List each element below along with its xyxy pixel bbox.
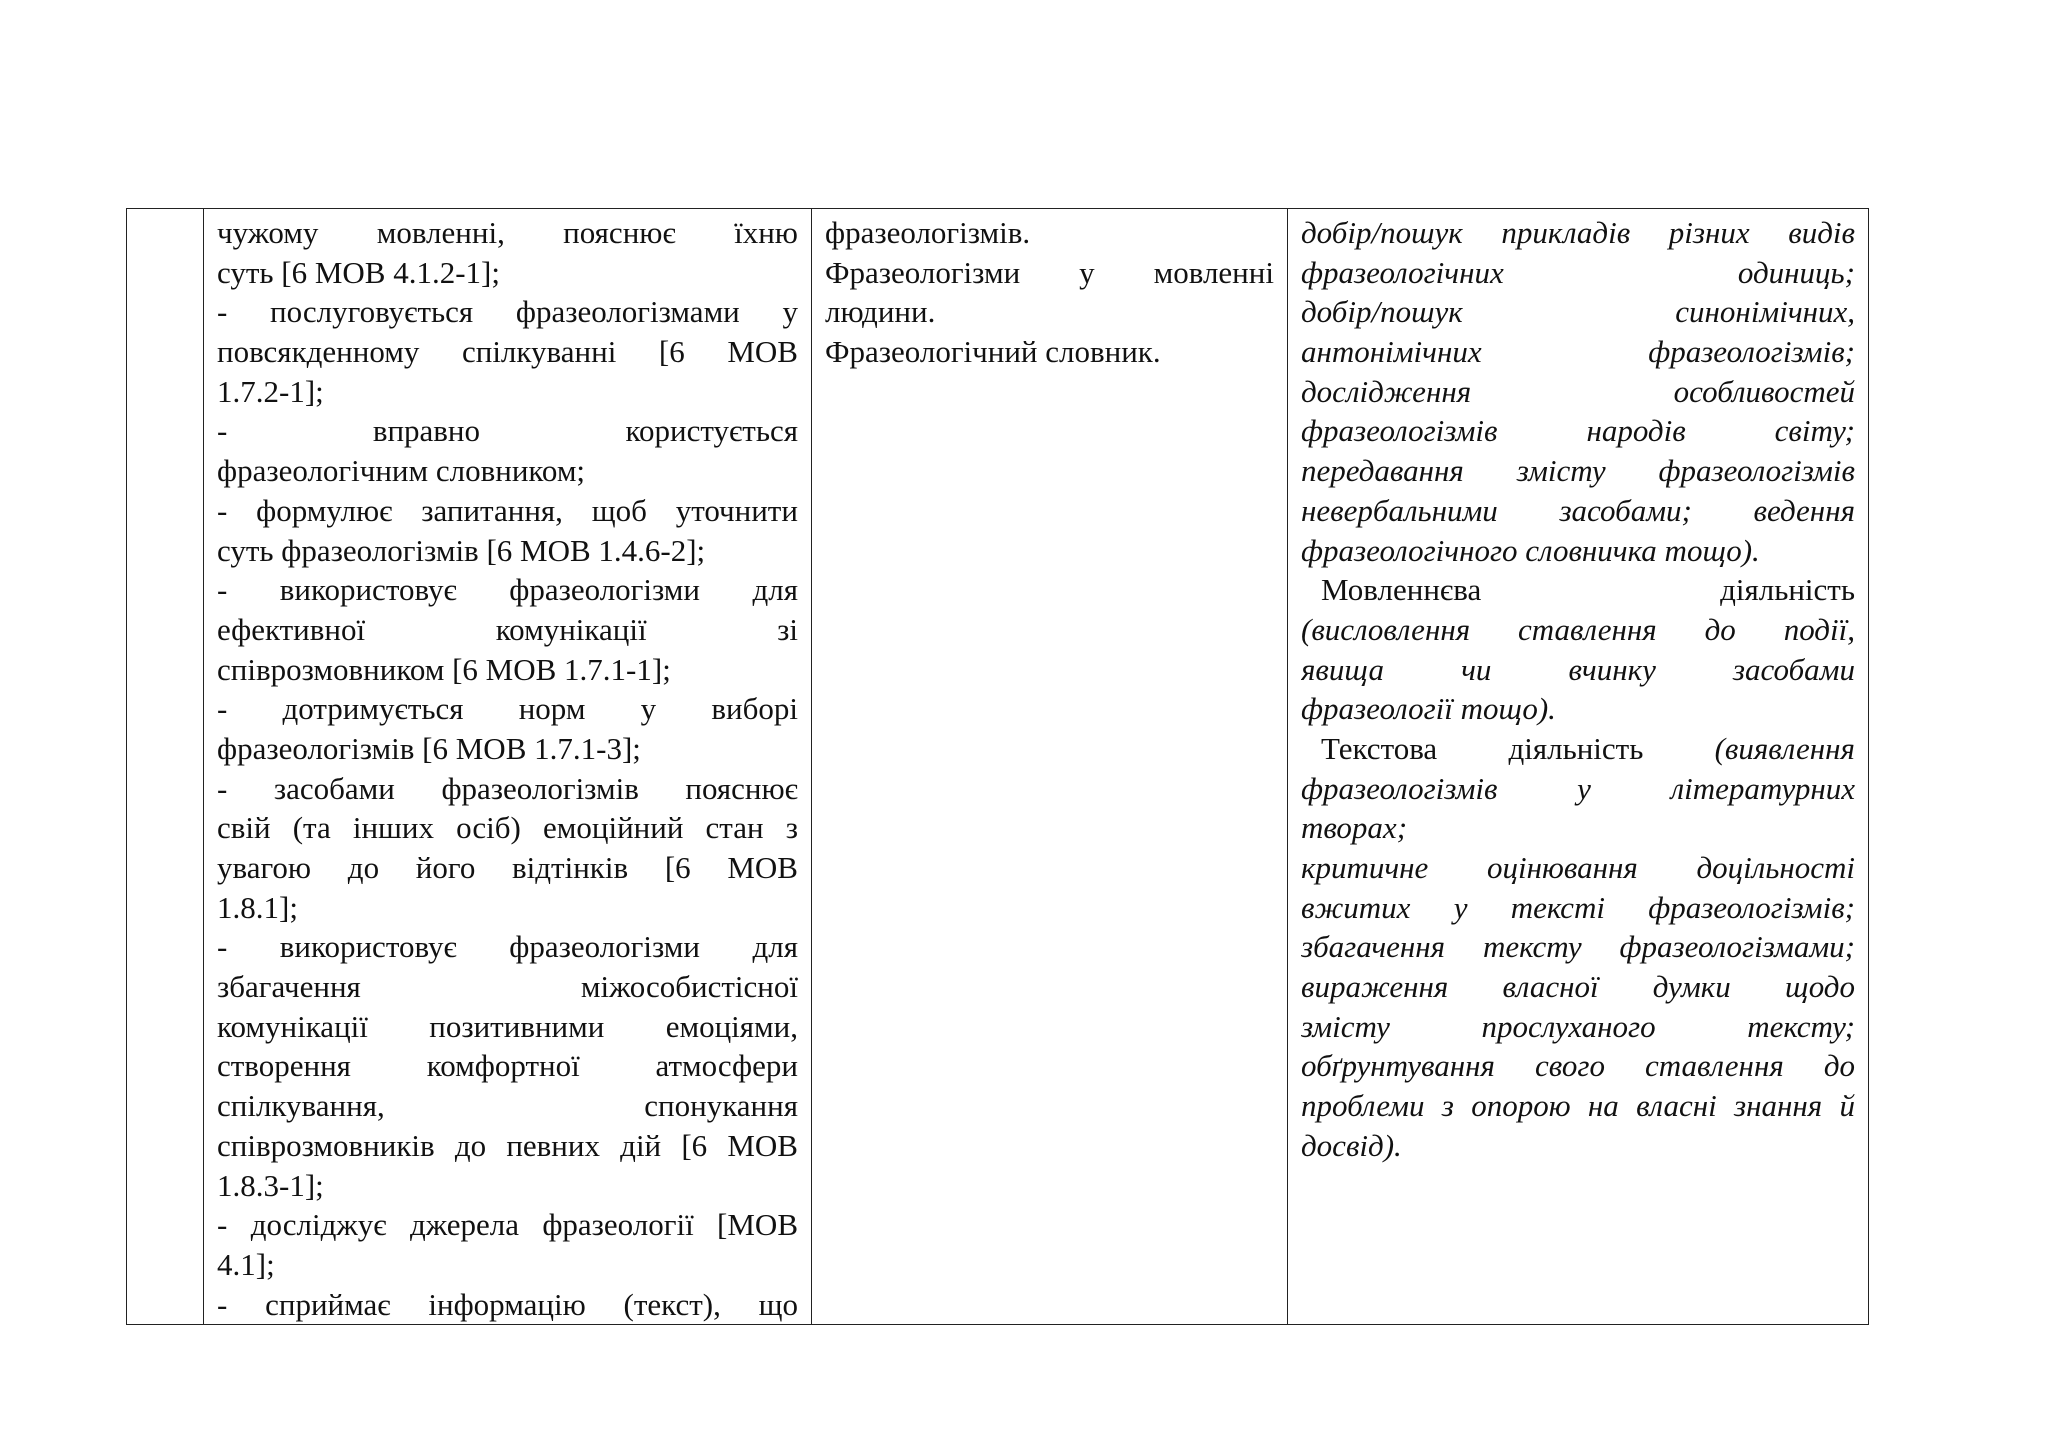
text-line: увагою до його відтінків [6 МОВ	[217, 850, 798, 885]
text-line: свій (та інших осіб) емоційний стан з	[217, 810, 798, 846]
text-line: - вправно користується	[217, 413, 798, 449]
text-line: добір/пошук прикладів різних видів	[1301, 215, 1855, 250]
text-line: - використовує фразеологізми для	[217, 572, 798, 608]
text-line: творах;	[1301, 810, 1408, 846]
text-line: збагачення тексту фразеологізмами;	[1301, 929, 1855, 965]
text-line: невербальними засобами; ведення	[1301, 492, 1855, 528]
text-line: - використовує фразеологізми для	[217, 929, 798, 965]
text-line: фразеологізмів [6 МОВ 1.7.1-3];	[217, 730, 641, 766]
text-line: передавання змісту фразеологізмів	[1301, 453, 1855, 489]
text-line: фразеологізмів.	[825, 215, 1031, 250]
text-line: фразеологічним словником;	[217, 453, 586, 489]
table-row	[127, 209, 1869, 1325]
text-line: вжитих у тексті фразеологізмів;	[1301, 889, 1855, 925]
activities-text	[1301, 213, 1855, 1166]
text-line: - дотримується норм у виборі	[217, 691, 798, 727]
empty-cell	[127, 209, 204, 1325]
text-line: добір/пошук синонімічних,	[1301, 294, 1855, 330]
text-line: фразеологізмів народів світу;	[1301, 413, 1855, 449]
text-line: спілкування, спонукання	[217, 1088, 798, 1124]
text-line: дослідження особливостей	[1301, 373, 1855, 409]
text-line: створення комфортної атмосфери	[217, 1048, 798, 1084]
text-line: антонімічних фразеологізмів;	[1301, 334, 1855, 370]
text-line: Мовленнєва діяльність	[1321, 572, 1855, 608]
content-topics-cell	[812, 209, 1288, 1325]
text-line: - засобами фразеологізмів пояснює	[217, 770, 798, 806]
text-line: - досліджує джерела фразеології [МОВ	[217, 1207, 798, 1243]
text-line: комунікації позитивними емоціями,	[217, 1008, 798, 1044]
text-line: 1.8.3-1];	[217, 1167, 324, 1203]
text-line: - послуговується фразеологізмами у	[217, 294, 798, 330]
text-line: 1.8.1];	[217, 889, 298, 925]
text-line: 1.7.2-1];	[217, 373, 324, 409]
text-line: чужому мовленні, пояснює їхню	[217, 215, 798, 250]
text-line: 4.1];	[217, 1246, 275, 1282]
text-line: ефективної комунікації зі	[217, 611, 798, 647]
text-line: суть фразеологізмів [6 МОВ 1.4.6-2];	[217, 532, 706, 568]
text-line: повсякденному спілкуванні [6 МОВ	[217, 334, 798, 370]
text-line: фразеологізмів у літературних	[1301, 770, 1855, 806]
text-line: (висловлення ставлення до події,	[1301, 611, 1855, 647]
text-line: людини.	[825, 294, 936, 330]
learning-outcomes-cell	[204, 209, 812, 1325]
text-line: збагачення міжособистісної	[217, 969, 798, 1005]
activities-cell	[1288, 209, 1869, 1325]
text-line: - формулює запитання, щоб уточнити	[217, 492, 798, 528]
text-line: вираження власної думки щодо	[1301, 969, 1855, 1005]
text-line: Текстова діяльність (виявлення	[1321, 730, 1855, 766]
text-line: фразеології тощо).	[1301, 691, 1556, 727]
learning-outcomes-text	[217, 213, 798, 1324]
text-line: фразеологічного словничка тощо).	[1301, 532, 1760, 568]
text-line: досвід).	[1301, 1127, 1402, 1163]
text-line: співрозмовників до певних дій [6 МОВ	[217, 1127, 798, 1163]
text-line: проблеми з опорою на власні знання й	[1301, 1088, 1855, 1124]
text-line: змісту прослуханого тексту;	[1301, 1008, 1855, 1044]
text-line: - сприймає інформацію (текст), що	[217, 1286, 798, 1322]
text-line: співрозмовником [6 МОВ 1.7.1-1];	[217, 651, 671, 687]
curriculum-table	[126, 208, 1869, 1325]
text-line: Фразеологічний словник.	[825, 334, 1161, 370]
text-line: суть [6 МОВ 4.1.2-1];	[217, 254, 500, 290]
text-line: Фразеологізми у мовленні	[825, 254, 1274, 290]
text-line: явища чи вчинку засобами	[1301, 651, 1855, 687]
text-line: фразеологічних одиниць;	[1301, 254, 1855, 290]
text-line: критичне оцінювання доцільності	[1301, 850, 1855, 885]
text-line: обґрунтування свого ставлення до	[1301, 1048, 1855, 1084]
content-topics-text	[825, 213, 1274, 372]
